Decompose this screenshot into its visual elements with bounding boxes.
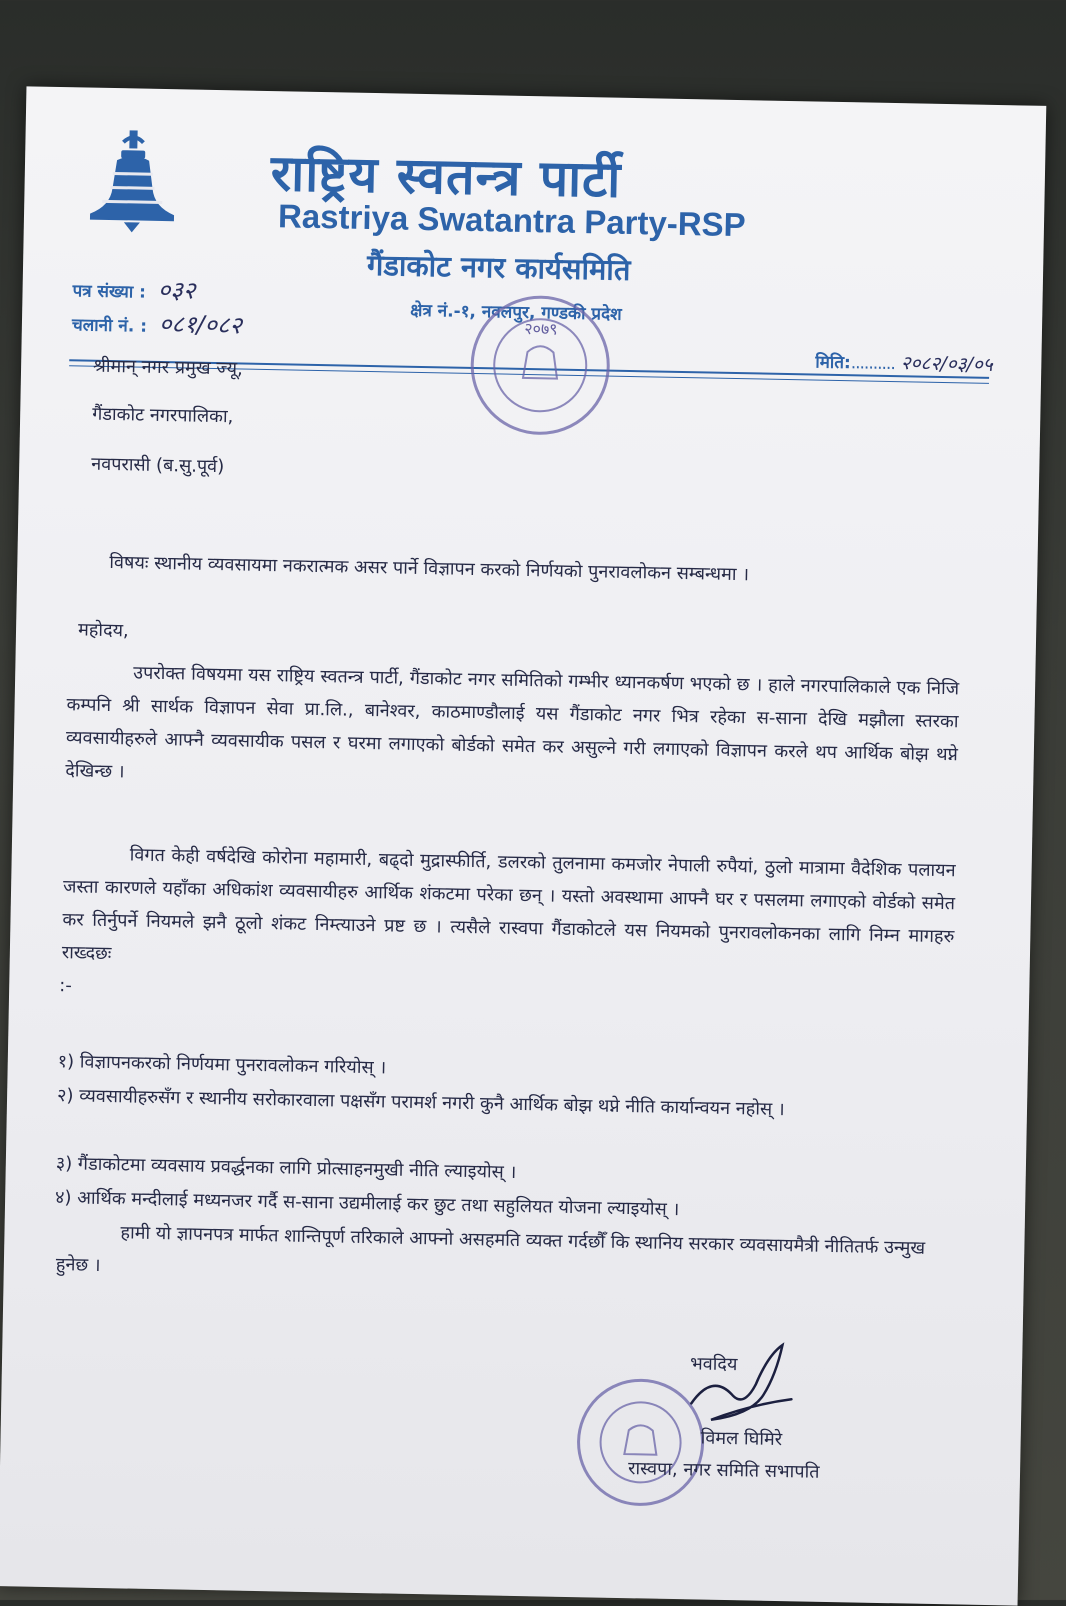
body-paragraph-2-tail: :- bbox=[59, 975, 72, 997]
letter-paper bbox=[0, 86, 1046, 1605]
subject-line: विषयः स्थानीय व्यवसायमा नकरात्मक असर पार्ने विज्ञापन करको निर्णयको पुनरावलोकन सम्बन्धमा । bbox=[109, 552, 750, 586]
demand-1: १) विज्ञापनकरको निर्णयमा पुनरावलोकन गरियोस् । bbox=[57, 1051, 387, 1079]
letter-number-label: पत्र संख्या : bbox=[72, 281, 147, 303]
addressee-line-3: नवपरासी (ब.सु.पूर्व) bbox=[91, 453, 225, 478]
letter-number-value: ०३२ bbox=[157, 275, 196, 305]
party-stamp bbox=[466, 291, 615, 440]
region-line: क्षेत्र नं.-१, नवलपुर, गण्डकी प्रदेश bbox=[410, 300, 622, 325]
body-paragraph-1: उपरोक्त विषयमा यस राष्ट्रिय स्वतन्त्र पार्टी, गैंडाकोट नगर समितिको गम्भीर ध्यानकर्षण भएको छ । हाले नगरपालिकाले एक निजि कम्पनि श्री सार्थक विज्ञापन सेवा प्रा.लि., बानेश्वर, काठमाण्डौलाई यस गैंडाकोट नगर भित्र रहेका स-साना देखि मझौला स्तरका व्यवसायीहरुले आफ्नै व्यवसायीक पसल र घरमा लगाएको बोर्डको समेत कर असुल्ने गरी लगाएको विज्ञापन करले थप आर्थिक बोझ थप्ने देखिन्छ । bbox=[65, 662, 960, 783]
signatory-title: रास्वपा, नगर समिति सभापति bbox=[627, 1458, 820, 1483]
dispatch-number-value: ०८१/०८२ bbox=[158, 309, 243, 340]
bell-icon bbox=[82, 127, 184, 239]
demand-4: ४) आर्थिक मन्दीलाई मध्यनजर गर्दै स-साना उद्यमीलाई कर छुट तथा सहुलियत योजना ल्याइयोस् । bbox=[54, 1187, 680, 1221]
committee-name: गैंडाकोट नगर कार्यसमिति bbox=[366, 247, 631, 287]
party-name-english: Rastriya Swatantra Party-RSP bbox=[277, 197, 747, 244]
dispatch-number-label: चलानी नं. : bbox=[71, 315, 148, 337]
date-label: मिति: bbox=[815, 352, 851, 374]
sign-off: भवदिय bbox=[689, 1353, 738, 1376]
addressee-line-1: श्रीमान् नगर प्रमुख ज्यू, bbox=[92, 355, 243, 380]
addressee-line-2: गैंडाकोट नगरपालिका, bbox=[92, 403, 234, 428]
demand-2: २) व्यवसायीहरुसँग र स्थानीय सरोकारवाला पक्षसँग परामर्श नगरी कुनै आर्थिक बोझ थप्ने नीति कार्यान्वयन नहोस् । bbox=[56, 1085, 785, 1121]
dispatch-number bbox=[72, 305, 243, 341]
date-value: २०८२/०३/०५ bbox=[900, 352, 993, 376]
party-name-nepali: राष्ट्रिय स्वतन्त्र पार्टी bbox=[270, 144, 622, 209]
letter-number bbox=[72, 271, 195, 306]
body-paragraph-2: विगत केही वर्षदेखि कोरोना महामारी, बढ्दो मुद्रास्फीर्ति, डलरको तुलनामा कमजोर नेपाली रुपैयां, ठुलो मात्रामा वैदेशिक पलायन जस्ता कारणले यहाँका अधिकांश व्यवसायीहरु आर्थिक शंकटमा परेका छन् । यस्तो अवस्थामा आफ्नै घर र पसलमा लगाएको वोर्डको समेत कर तिर्नुपर्ने नियमले झनै ठूलो शंकट निम्त्याउने प्रष्ट छ । त्यसैले रास्वपा गैंडाकोटले यस नियमको पुनरावलोकनका लागि निम्न मागहरु राख्दछः bbox=[61, 844, 956, 965]
demand-3: ३) गैंडाकोटमा व्यवसाय प्रवर्द्धनका लागि प्रोत्साहनमुखी नीति ल्याइयोस् । bbox=[55, 1153, 517, 1183]
closing-paragraph: हामी यो ज्ञापनपत्र मार्फत शान्तिपूर्ण तरिकाले आफ्नो असहमति व्यक्त गर्दछौँ कि स्थानिय सरकार व्यवसायमैत्री नीतितर्फ उन्मुख हुनेछ । bbox=[55, 1222, 926, 1276]
salutation: महोदय, bbox=[77, 619, 129, 642]
date-dots: .......... bbox=[850, 353, 896, 375]
date-line bbox=[815, 348, 993, 377]
signatory-name: विमल घिमिरे bbox=[700, 1427, 783, 1451]
stamp-year: २०७९ bbox=[524, 318, 558, 339]
